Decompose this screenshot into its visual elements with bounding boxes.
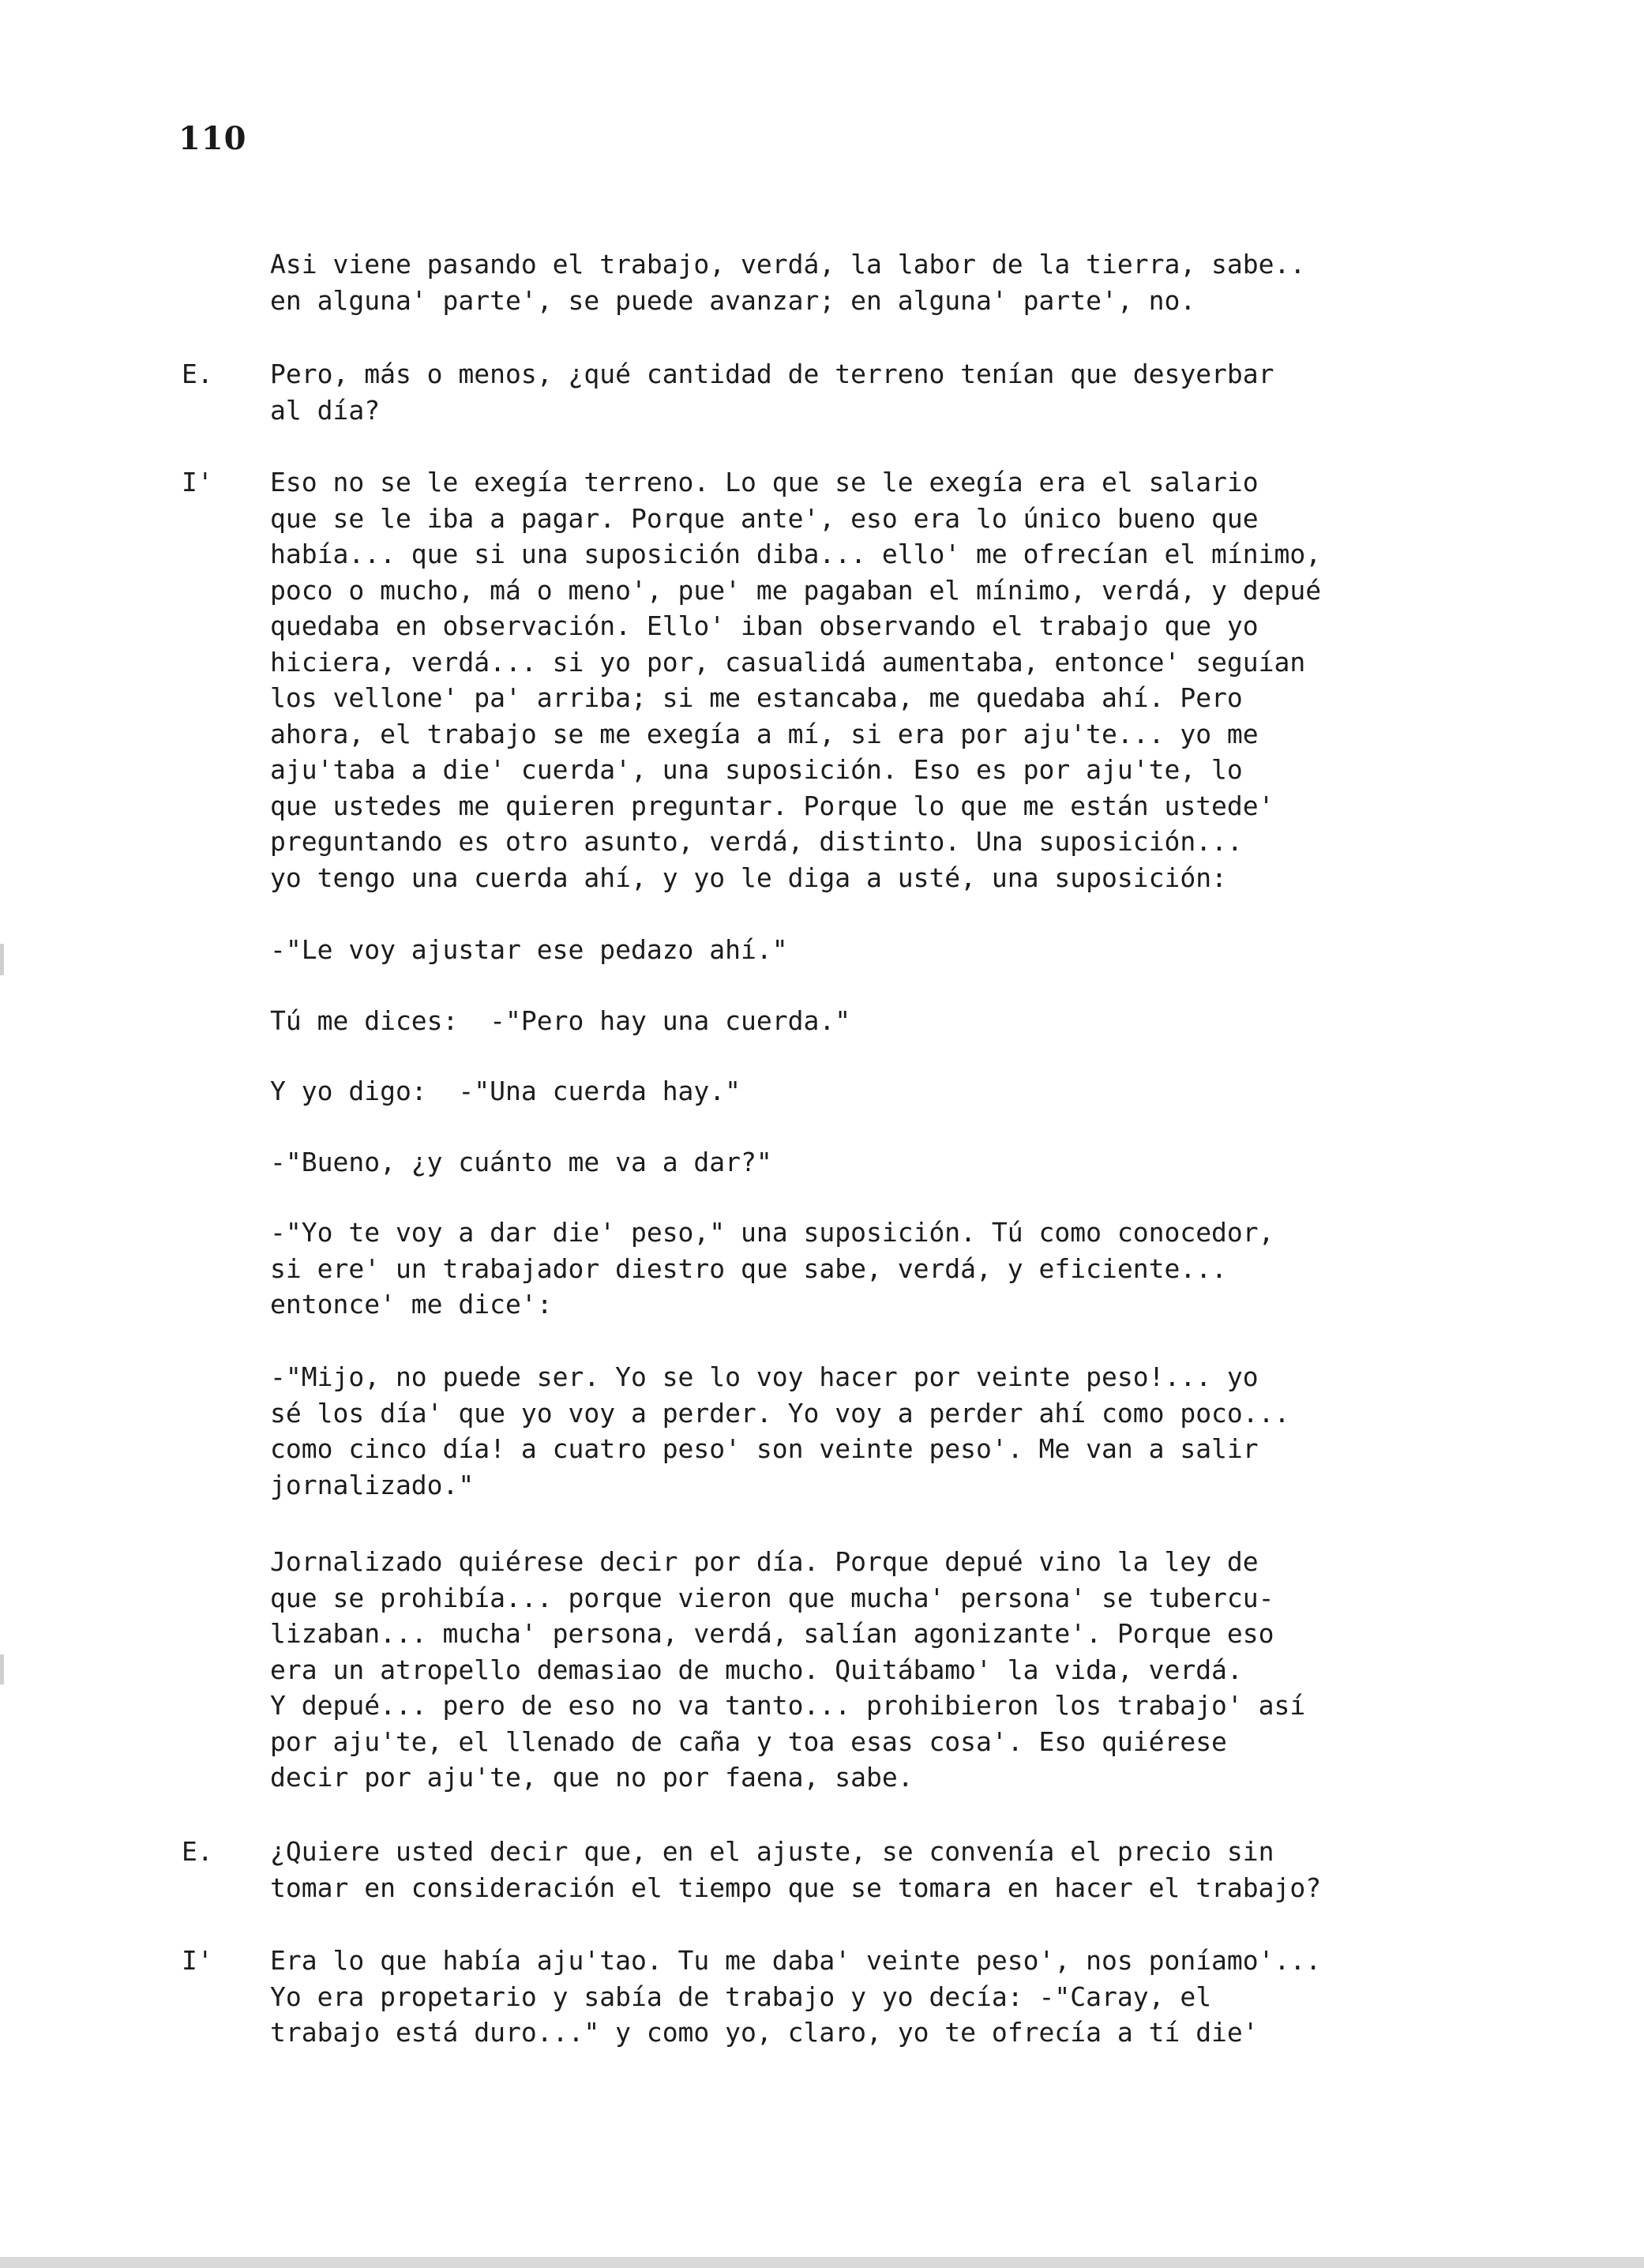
text-line: hiciera, verdá... si yo por, casualidá aumentaba, entonce' seguían	[270, 646, 1306, 678]
text-line: Eso no se le exegía terreno. Lo que se le exegía era el salario	[270, 467, 1259, 498]
text-line: los vellone' pa' arriba; si me estancaba, me quedaba ahí. Pero	[270, 682, 1243, 713]
text-line: ahora, el trabajo se me exegía a mí, si era por aju'te... yo me	[270, 718, 1259, 749]
paragraph-text	[270, 1144, 1486, 1181]
text-line: Y depué... pero de eso no va tanto... prohibieron los trabajo' así	[270, 1690, 1306, 1721]
text-line: sé los día' que yo voy a perder. Yo voy a perder ahí como poco...	[270, 1397, 1290, 1429]
text-line: si ere' un trabajador diestro que sabe, verdá, y eficiente...	[270, 1252, 1227, 1284]
text-line: Asi viene pasando el trabajo, verdá, la labor de la tierra, sabe..	[270, 249, 1306, 280]
text-line: Pero, más o menos, ¿qué cantidad de terreno tenían que desyerbar	[270, 359, 1274, 389]
paragraph-text	[270, 1943, 1486, 2051]
text-line: entonce' me dice':	[270, 1289, 553, 1320]
speaker-label: I'	[182, 1945, 213, 1976]
paragraph-text	[270, 1359, 1486, 1503]
paragraph-text	[270, 356, 1486, 428]
text-line: yo tengo una cuerda ahí, y yo le diga a usté, una suposición:	[270, 862, 1227, 893]
text-line: por aju'te, el llenado de caña y toa esas cosa'. Eso quiérese	[270, 1725, 1227, 1757]
page-number: 110	[178, 120, 247, 157]
text-line: Y yo digo: -"Una cuerda hay."	[270, 1076, 741, 1106]
paragraph-text	[270, 464, 1486, 896]
text-line: como cinco día! a cuatro peso' son veinte peso'. Me van a salir	[270, 1433, 1259, 1464]
text-line: al día?	[270, 394, 381, 426]
paragraph-text	[270, 1544, 1486, 1796]
text-line: trabajo está duro..." y como yo, claro, yo te ofrecía a tí die'	[270, 2017, 1259, 2048]
speaker-label: E.	[182, 359, 213, 389]
paragraph-text	[270, 1073, 1486, 1110]
text-line: jornalizado."	[270, 1469, 475, 1500]
paragraph-text	[270, 932, 1486, 968]
text-line: Jornalizado quiérese decir por día. Porque depué vino la ley de	[270, 1546, 1259, 1577]
text-line: -"Mijo, no puede ser. Yo se lo voy hacer por veinte peso!... yo	[270, 1361, 1259, 1392]
text-line: poco o mucho, má o meno', pue' me pagaban el mínimo, verdá, y depué	[270, 574, 1322, 606]
paragraph-text	[270, 1215, 1486, 1323]
paragraph-text	[270, 1834, 1486, 1906]
speaker-label: I'	[182, 467, 213, 498]
text-line: -"Bueno, ¿y cuánto me va a dar?"	[270, 1147, 772, 1177]
scan-edge-mark	[0, 944, 4, 975]
text-line: -"Yo te voy a dar die' peso," una suposición. Tú como conocedor,	[270, 1217, 1274, 1248]
text-line: aju'taba a die' cuerda', una suposición. Eso es por aju'te, lo	[270, 754, 1243, 785]
scan-bottom-edge	[0, 2257, 1644, 2268]
text-line: tomar en consideración el tiempo que se tomara en hacer el trabajo?	[270, 1872, 1322, 1903]
text-line: que se le iba a pagar. Porque ante', eso era lo único bueno que	[270, 502, 1259, 534]
text-line: Tú me dices: -"Pero hay una cuerda."	[270, 1005, 851, 1036]
text-line: Era lo que había aju'tao. Tu me daba' veinte peso', nos poníamo'...	[270, 1945, 1322, 1976]
text-line: lizaban... mucha' persona, verdá, salían agonizante'. Porque eso	[270, 1618, 1274, 1649]
text-line: ¿Quiere usted decir que, en el ajuste, se convenía el precio sin	[270, 1836, 1274, 1867]
text-line: preguntando es otro asunto, verdá, distinto. Una suposición...	[270, 826, 1243, 857]
text-line: que se prohibía... porque vieron que mucha' persona' se tubercu-	[270, 1582, 1274, 1613]
text-line: decir por aju'te, que no por faena, sabe.	[270, 1762, 914, 1793]
text-line: quedaba en observación. Ello' iban observando el trabajo que yo	[270, 610, 1259, 641]
text-line: -"Le voy ajustar ese pedazo ahí."	[270, 934, 788, 965]
text-line: que ustedes me quieren preguntar. Porque lo que me están ustede'	[270, 790, 1274, 821]
text-line: Yo era propetario y sabía de trabajo y yo decía: -"Caray, el	[270, 1981, 1212, 2012]
text-line: en alguna' parte', se puede avanzar; en alguna' parte', no.	[270, 284, 1196, 316]
speaker-label: E.	[182, 1836, 213, 1867]
scan-edge-mark	[0, 1654, 4, 1684]
paragraph-text	[270, 246, 1486, 318]
text-line: era un atropello demasiao de mucho. Quitábamo' la vida, verdá.	[270, 1654, 1243, 1685]
paragraph-text	[270, 1003, 1486, 1039]
text-line: había... que si una suposición diba... ello' me ofrecían el mínimo,	[270, 539, 1322, 569]
